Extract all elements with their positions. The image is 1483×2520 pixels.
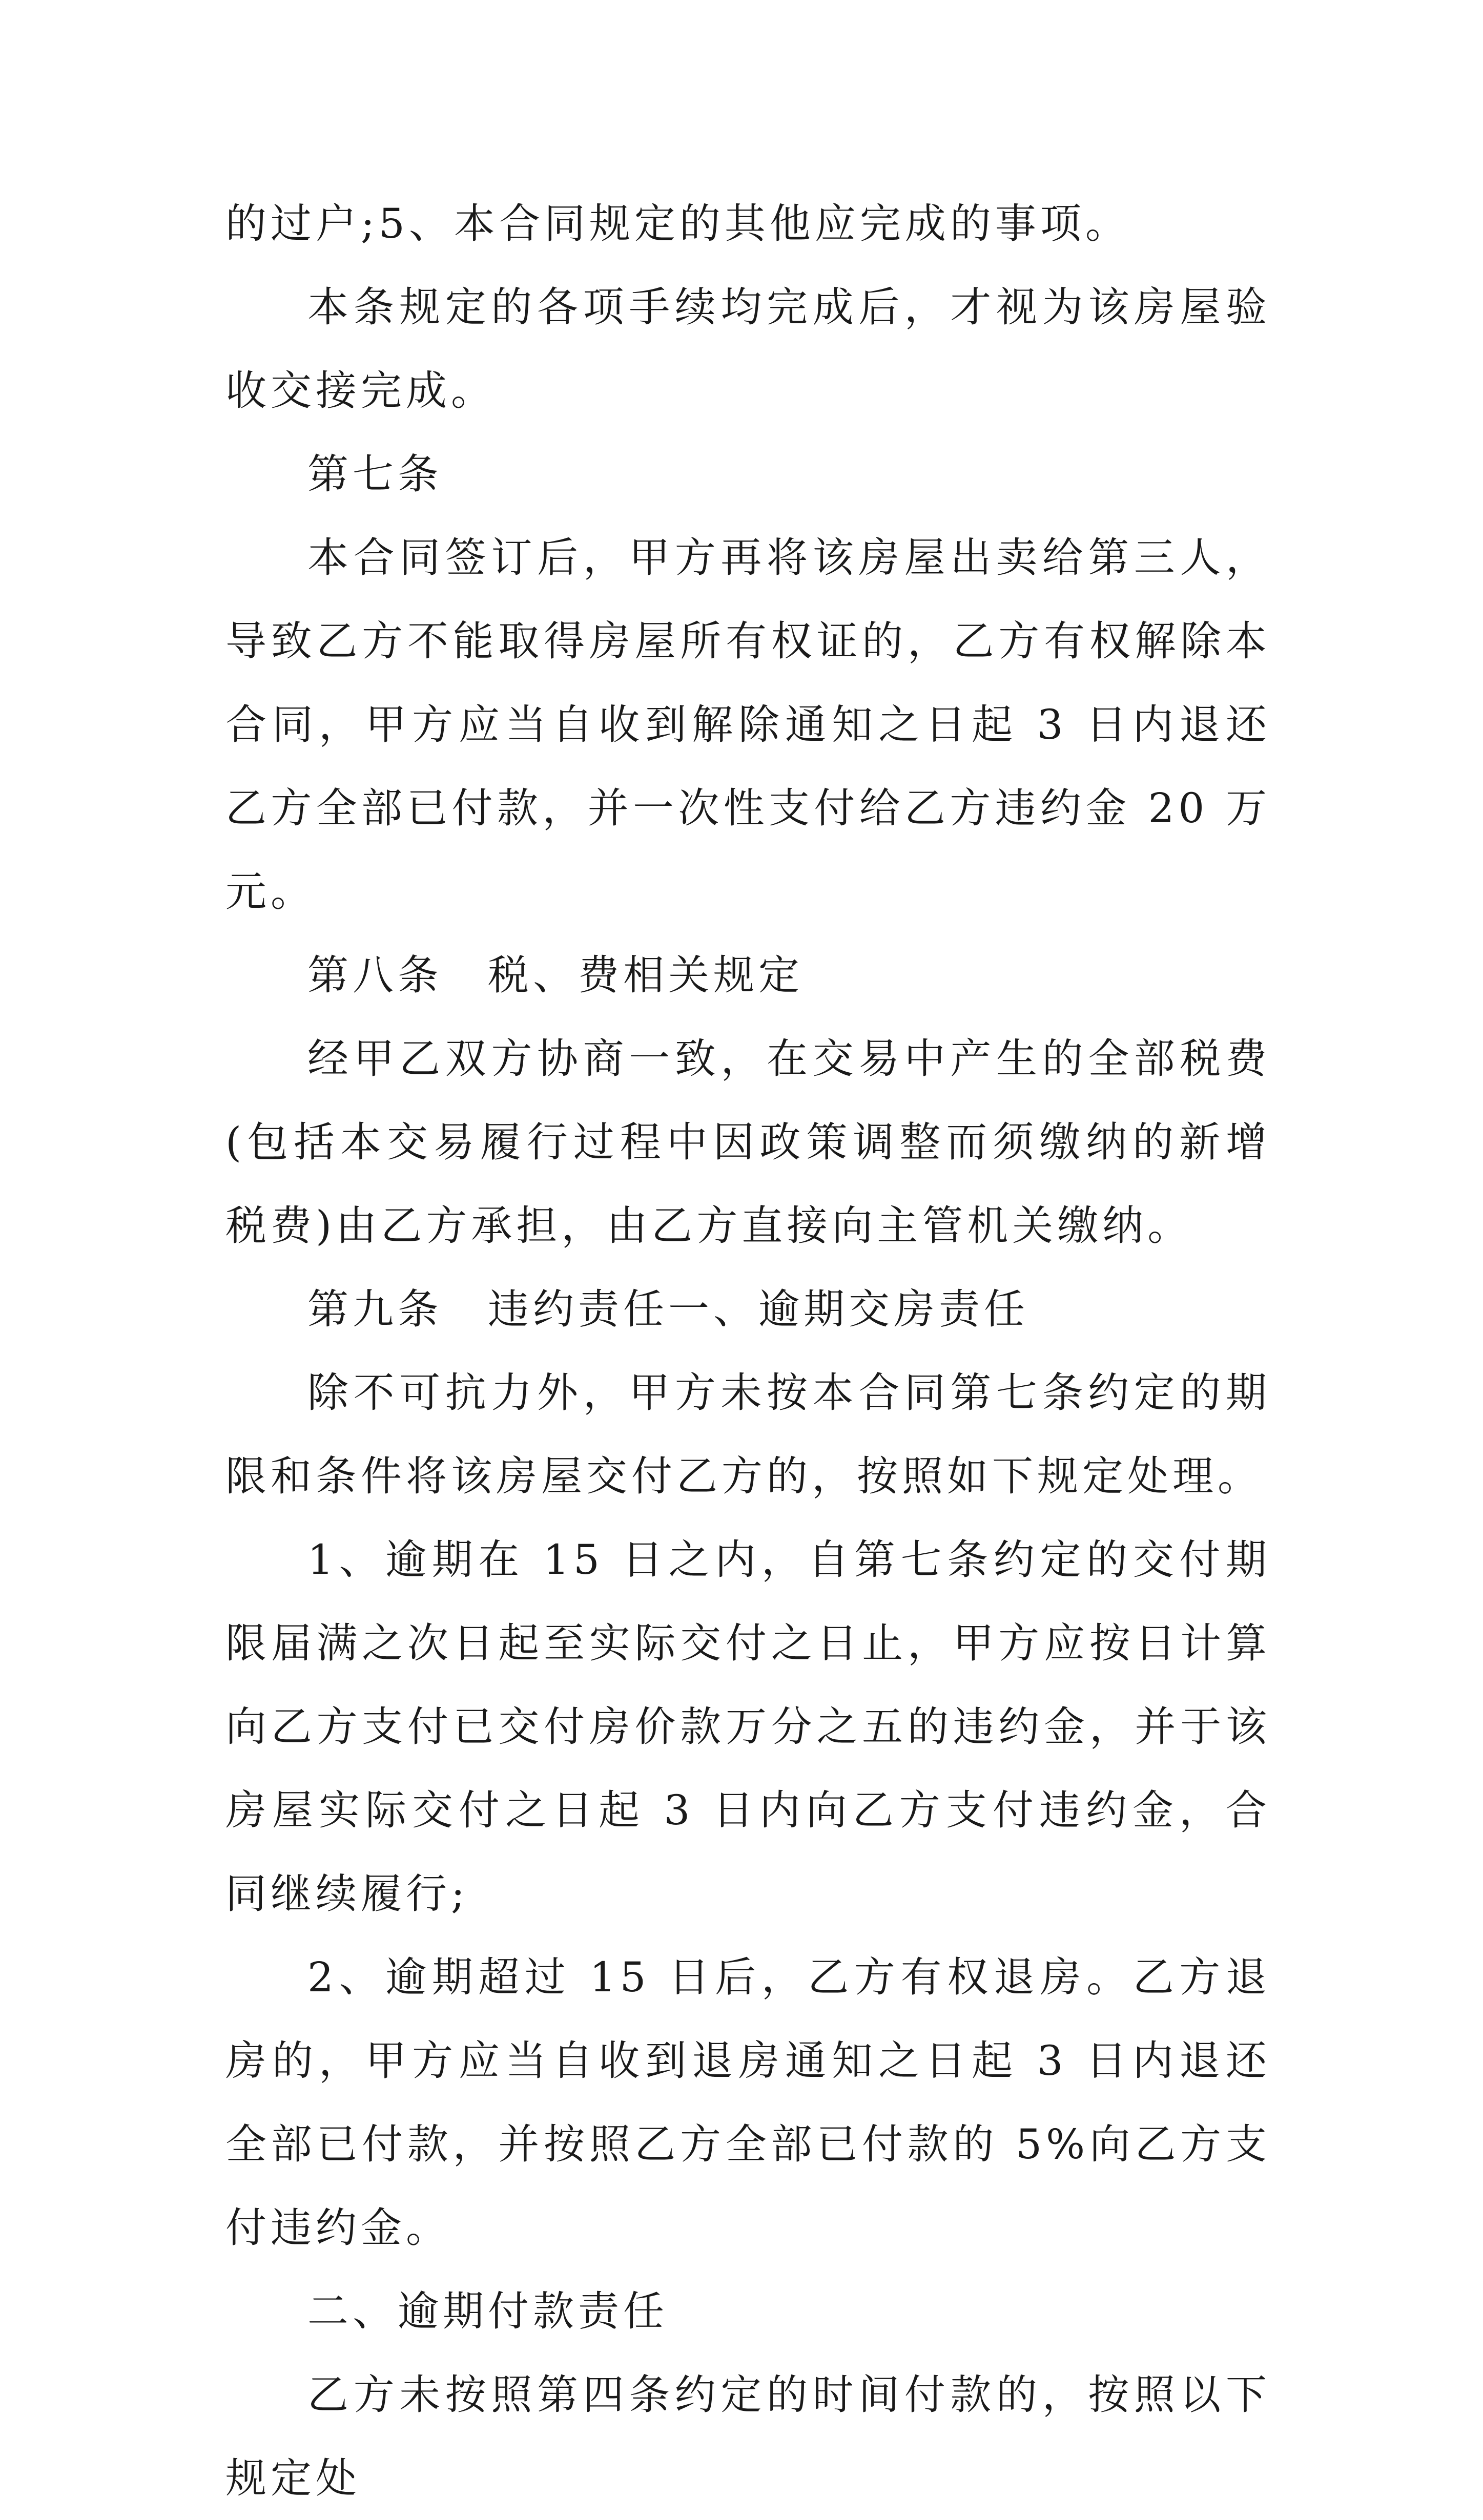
late-payment-body: 乙方未按照第四条约定的时间付款的，按照以下规定处 [225,2371,1271,2502]
article-7-heading: 第七条 [307,450,443,498]
article-9-item-2: 2、逾期超过 15 日后，乙方有权退房。乙方退房的，甲方应当自收到退房通知之日起 3 日内退还全部已付款，并按照乙方全部已付款的 5%向乙方支付违约金。 [225,1953,1271,2252]
late-payment-heading: 二、逾期付款责任 [307,2287,668,2335]
article-9-item-1: 1、逾期在 15 日之内，自第七条约定的交付期限届满之次日起至实际交付之日止，甲方应按日计算向乙方支付已交付房价款万分之五的违约金，并于该房屋实际交付之日起 3 日内向乙方支付违约金，合同继续履行; [225,1536,1271,1918]
article-8-body: 经甲乙双方协商一致，在交易中产生的全部税费(包括本交易履行过程中因政策调整而须缴纳的新增税费)由乙方承担，由乙方直接向主管机关缴纳。 [225,1035,1271,1249]
paragraph-transfer-items: 的过户;5、本合同规定的其他应完成的事项。 [225,200,1130,247]
document-body [225,182,1271,2520]
article-7-body: 本合同签订后，甲方再将该房屋出卖给第三人，导致乙方不能取得房屋所有权证的，乙方有权解除本合同，甲方应当自收到解除通知之日起 3 日内退还乙方全部已付款，并一次性支付给乙方违约金 20 万元。 [225,534,1271,915]
paragraph-handover-complete: 本条规定的各项手续均完成后，才视为该房屋验收交接完成。 [225,283,1271,414]
article-9-heading: 第九条 违约责任一、逾期交房责任 [307,1285,1029,1333]
article-9-intro: 除不可抗力外，甲方未按本合同第七条约定的期限和条件将该房屋交付乙方的，按照如下规定处理。 [225,1369,1271,1500]
article-8-heading: 第八条 税、费相关规定 [307,951,804,999]
